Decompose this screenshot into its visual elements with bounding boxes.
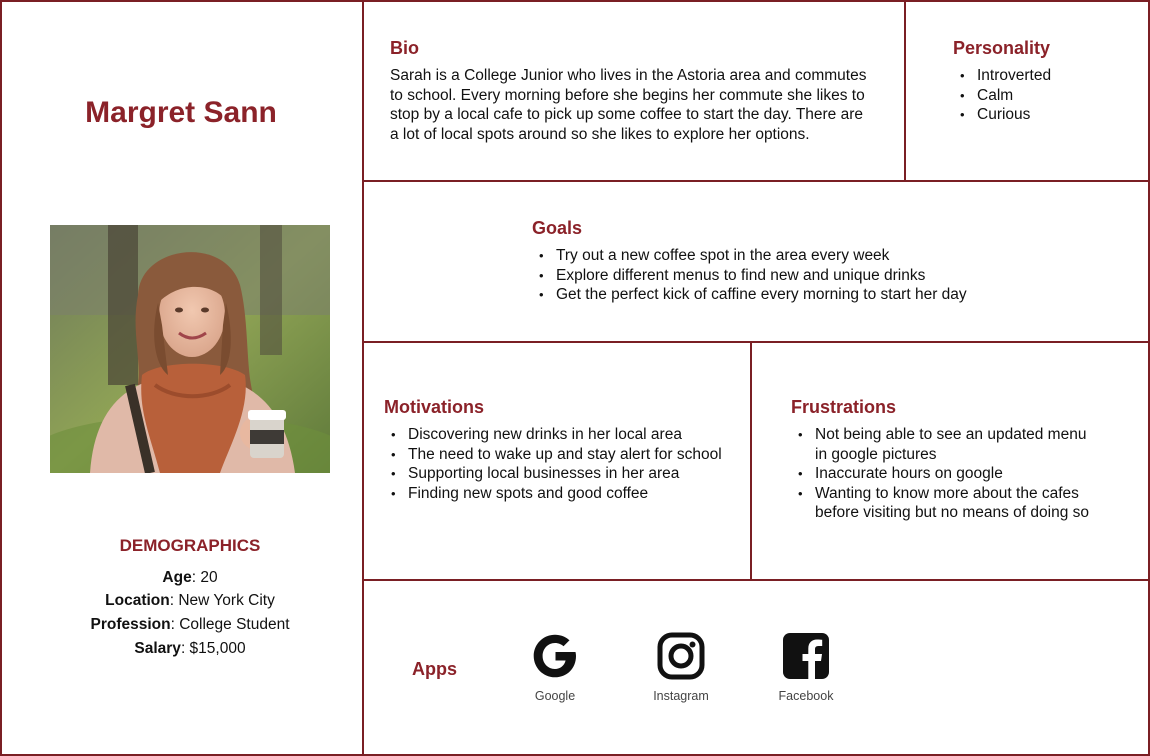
list-item: • Get the perfect kick of caffine every morning to start her day [534, 285, 1134, 305]
motivations-title: Motivations [384, 397, 485, 417]
bio-line: Sarah is a College Junior who lives in the Astoria area and commutes [390, 67, 867, 84]
motivations-list [386, 425, 746, 503]
frustrations-list [793, 425, 1138, 523]
top-row-divider [362, 180, 1150, 182]
apps-title: Apps [412, 659, 457, 679]
demographics-profession [0, 616, 380, 634]
demographics-age-label: Age [162, 569, 192, 586]
list-item-line: • Wanting to know more about the cafes [815, 484, 1079, 502]
frustrations-title: Frustrations [791, 397, 897, 417]
list-item: • Discovering new drinks in her local area [386, 425, 746, 445]
facebook-icon [756, 631, 856, 681]
app-label: Instagram [653, 689, 709, 703]
list-item: • Finding new spots and good coffee [386, 484, 746, 504]
demographics-location [0, 592, 380, 610]
personality-list [955, 66, 1135, 125]
list-item: • Try out a new coffee spot in the area every week [534, 246, 1134, 266]
app-label: Facebook [778, 689, 834, 703]
app-instagram [631, 631, 731, 703]
demographics-age [0, 569, 380, 587]
instagram-icon [631, 631, 731, 681]
app-label: Google [534, 689, 576, 703]
motivations-frustrations-divider [750, 341, 752, 581]
demographics-salary [0, 640, 380, 658]
persona-photo [50, 225, 330, 473]
apps-row-divider [362, 579, 1150, 581]
demographics-location-label: Location [105, 592, 170, 609]
demographics-title: DEMOGRAPHICS [119, 536, 261, 555]
list-item [793, 484, 1138, 523]
bio-personality-divider [904, 0, 906, 182]
google-icon [505, 631, 605, 681]
personality-title: Personality [953, 38, 1051, 58]
demographics-age-value: : 20 [191, 569, 218, 586]
list-item: • Explore different menus to find new and unique drinks [534, 266, 1134, 286]
bio-text [390, 66, 900, 144]
bio-line: a lot of local spots around so she likes to explore her options. [390, 125, 810, 143]
bio-line: stop by a local cafe to pick up some coffee to start the day. There are [390, 106, 864, 124]
goals-list [534, 246, 1134, 305]
bio-line: to school. Every morning before she begins her commute she likes to [390, 86, 865, 104]
goals-row-divider [362, 341, 1150, 343]
list-item: • Supporting local businesses in her area [386, 464, 746, 484]
list-item-line: in google pictures [815, 445, 937, 463]
bio-title: Bio [390, 38, 419, 58]
list-item [793, 464, 1138, 484]
demographics-profession-value: : College Student [170, 616, 290, 633]
list-item: • Curious [955, 105, 1135, 125]
list-item-line: • Inaccurate hours on google [815, 465, 1003, 483]
goals-title: Goals [532, 218, 583, 238]
list-item: • Introverted [955, 66, 1135, 86]
app-facebook [756, 631, 856, 703]
app-google [505, 631, 605, 703]
list-item: • Calm [955, 86, 1135, 106]
list-item-line: before visiting but no means of doing so [815, 504, 1090, 522]
demographics-profession-label: Profession [90, 616, 171, 633]
demographics-salary-label: Salary [134, 640, 181, 657]
persona-name: Margret Sann [85, 96, 277, 129]
list-item: • The need to wake up and stay alert for school [386, 445, 746, 465]
demographics-location-value: : New York City [169, 592, 275, 609]
list-item [793, 425, 1138, 464]
list-item-line: • Not being able to see an updated menu [815, 426, 1087, 443]
demographics-salary-value: : $15,000 [180, 640, 246, 657]
